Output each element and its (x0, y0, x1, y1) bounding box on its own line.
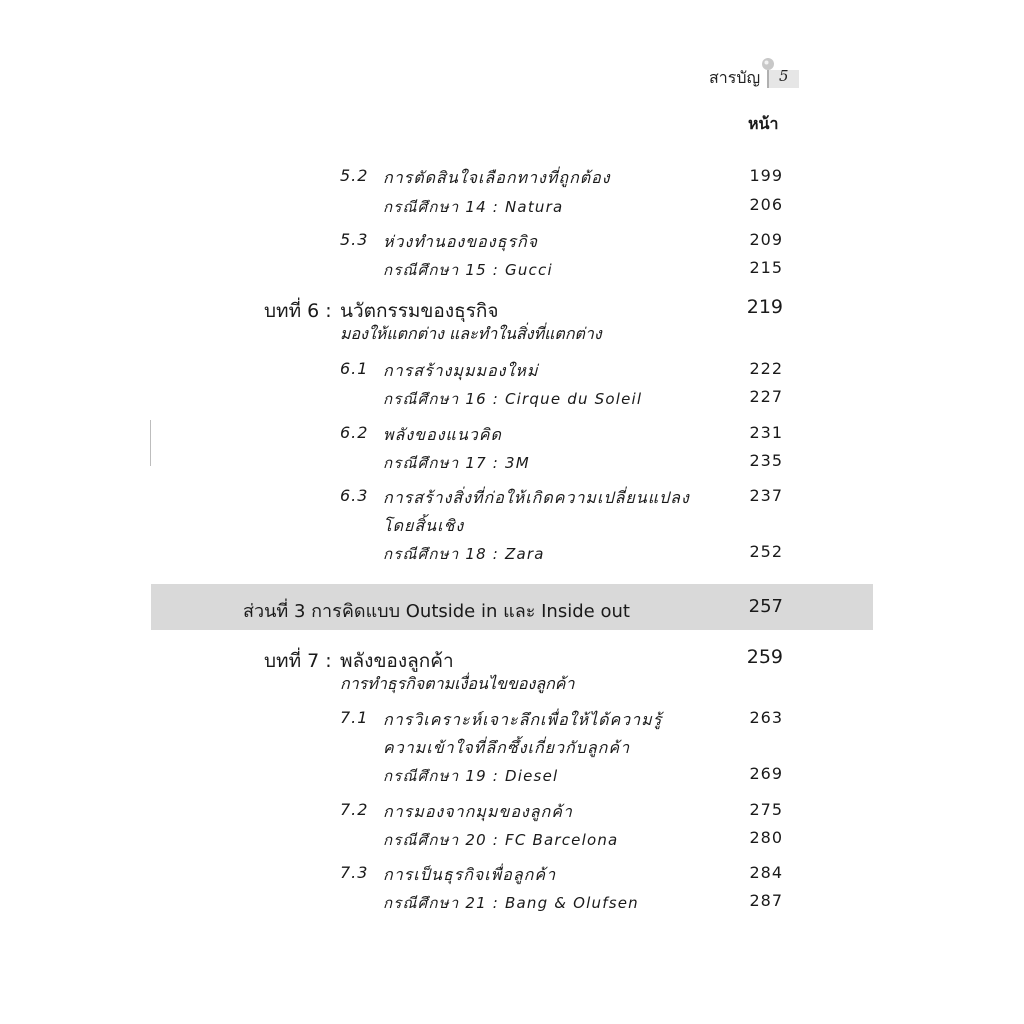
toc-section-title: การสร้างสิ่งที่ก่อให้เกิดความเปลี่ยนแปลง (383, 488, 690, 507)
toc-page-number: 206 (749, 195, 783, 214)
toc-section-title: การสร้างมุมมองใหม่ (383, 361, 539, 380)
toc-chapter-subtitle: การทำธุรกิจตามเงื่อนไขของลูกค้า (340, 674, 575, 693)
toc-section-number: 7.2 (340, 800, 369, 819)
toc-page-number: 252 (749, 542, 783, 561)
toc-section-title: การวิเคราะห์เจาะลึกเพื่อให้ได้ความรู้ (383, 710, 663, 729)
toc-section-title-continued: ความเข้าใจที่ลึกซึ้งเกี่ยวกับลูกค้า (383, 738, 631, 757)
toc-page-number: 275 (749, 800, 783, 819)
toc-case-study: กรณีศึกษา 15 : Gucci (383, 261, 553, 279)
toc-chapter-title: นวัตกรรมของธุรกิจ (340, 300, 499, 322)
toc-page-number: 209 (749, 230, 783, 249)
toc-page-number: 199 (749, 166, 783, 185)
toc-page-number: 280 (749, 828, 783, 847)
toc-page-number: 235 (749, 451, 783, 470)
toc-section-title: การเป็นธุรกิจเพื่อลูกค้า (383, 865, 557, 884)
toc-page-number: 231 (749, 423, 783, 442)
toc-section-number: 5.3 (340, 230, 369, 249)
toc-section-title: ห่วงทำนองของธุรกิจ (383, 232, 539, 251)
toc-page-number: 284 (749, 863, 783, 882)
toc-page-number: 269 (749, 764, 783, 783)
toc-section-number: 5.2 (340, 166, 369, 185)
toc-section-number: 7.3 (340, 863, 369, 882)
toc-page-number: 237 (749, 486, 783, 505)
toc-chapter-label: บทที่ 7 : (264, 650, 332, 672)
toc-chapter-label: บทที่ 6 : (264, 300, 332, 322)
toc-section-title-continued: โดยสิ้นเชิง (383, 516, 465, 535)
toc-case-study: กรณีศึกษา 16 : Cirque du Soleil (383, 390, 643, 408)
toc-case-study: กรณีศึกษา 21 : Bang & Olufsen (383, 894, 639, 912)
page-column-heading: หน้า (748, 114, 779, 133)
margin-line (150, 420, 151, 466)
toc-chapter-title: พลังของลูกค้า (340, 650, 454, 672)
toc-section-title: การตัดสินใจเลือกทางที่ถูกต้อง (383, 168, 611, 187)
header-title: สารบัญ (709, 68, 761, 87)
toc-case-study: กรณีศึกษา 20 : FC Barcelona (383, 831, 619, 849)
toc-page-number: 257 (748, 596, 783, 617)
toc-section-title: การมองจากมุมของลูกค้า (383, 802, 573, 821)
toc-section-number: 6.1 (340, 359, 369, 378)
toc-case-study: กรณีศึกษา 18 : Zara (383, 545, 545, 563)
toc-page-number: 215 (749, 258, 783, 277)
header-page-number: 5 (779, 67, 789, 85)
toc-page-number: 259 (746, 646, 783, 668)
toc-chapter-subtitle: มองให้แตกต่าง และทำในสิ่งที่แตกต่าง (340, 324, 602, 343)
toc-case-study: กรณีศึกษา 17 : 3M (383, 454, 530, 472)
toc-page-number: 219 (746, 296, 783, 318)
toc-page-number: 287 (749, 891, 783, 910)
toc-page-number: 222 (749, 359, 783, 378)
toc-part-title: ส่วนที่ 3 การคิดแบบ Outside in และ Inside out (243, 601, 630, 622)
toc-section-number: 6.2 (340, 423, 369, 442)
toc-page-number: 227 (749, 387, 783, 406)
toc-page-number: 263 (749, 708, 783, 727)
toc-section-number: 6.3 (340, 486, 369, 505)
toc-case-study: กรณีศึกษา 14 : Natura (383, 198, 564, 216)
toc-section-number: 7.1 (340, 708, 369, 727)
toc-section-title: พลังของแนวคิด (383, 425, 502, 444)
toc-case-study: กรณีศึกษา 19 : Diesel (383, 767, 559, 785)
